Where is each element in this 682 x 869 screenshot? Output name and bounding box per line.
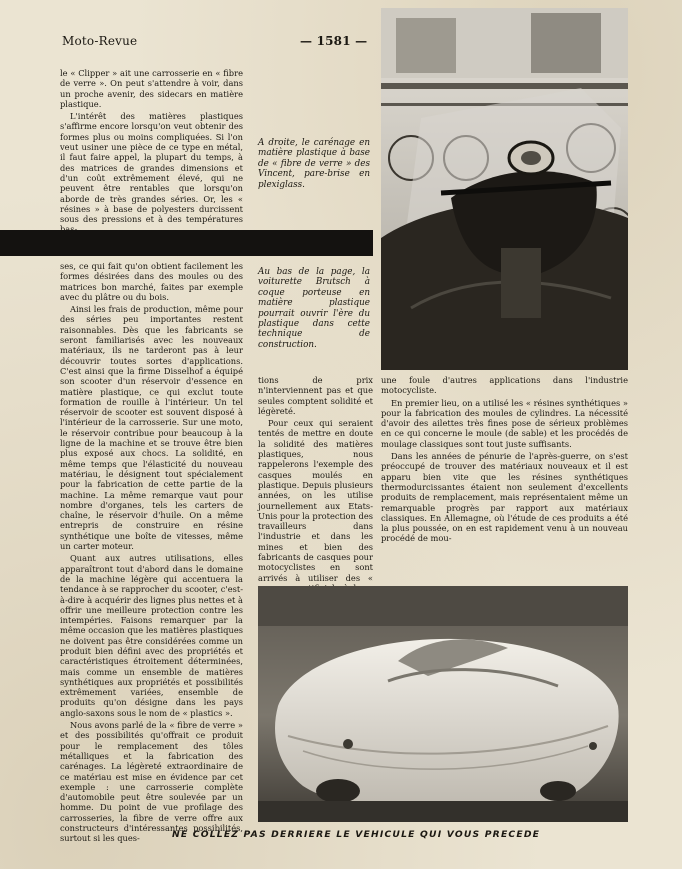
caption-bottom: Au bas de la page, la voiturette Brutsch à coque porteuse en matière plastique pourrait ouvrir l'ère du plastique dans cette technique de construction. xyxy=(258,267,370,350)
paragraph: Dans les années de pénurie de l'après-guerre, on s'est préoccupé de trouver des matériaux nouveaux et il est apparu bien vite que les résines synthétiques thermodurcissantes étaient non seulement d'excellents produits de remplacement, mais représentaient même un remarquable progrès par rapport aux matériaux classiques. En Allemagne, où l'étude de ces produits a été la plus poussée, on en est rapidement venu à un nouveau procédé de mou- xyxy=(381,451,628,544)
paragraph: le « Clipper » ait une carrosserie en « fibre de verre ». On peut s'attendre à voir, dans un proche avenir, des sidecars en matière plastique. xyxy=(60,68,243,109)
motorcycle-fairing-photo xyxy=(381,8,628,370)
paragraph: Quant aux autres utilisations, elles apparaîtront tout d'abord dans le domaine de la machine légère qui accentuera la tendance à se rapprocher du scooter, c'est-à-dire à acquérir des lignes plus nettes et à offrir une meilleure protection contre les intempéries. Faisons remarquer par la même occasion que les matières plastiques ne doivent pas être considérées comme un produit bien défini avec des propriétés et caractéristiques étroitement déterminées, mais comme un ensemble de matières synthétiques aux propriétés et possibilités extrêmement variées, ensemble de produits qu'on désigne dans les pays anglo-saxons sous le nom de « plastics ». xyxy=(60,553,243,718)
paragraph: tions de prix n'interviennent pas et que seules comptent solidité et légèreté. xyxy=(258,375,373,416)
paragraph: Ainsi les frais de production, même pour des séries peu importantes restent raisonnables. Dès que les fabricants se seront familiarisés avec les nouveaux matériaux, ils ne tarderont pas à leur découvrir toutes sortes d'applications. C'est ainsi que la firme Disselhof a équipé son scooter d'un réservoir d'essence en matière plastique, ce qui exclut toute formation de rouille à l'intérieur. Un tel réservoir de scooter est souvent disposé à l'intérieur de la carrosserie. Sur une moto, le réservoir contribue pour beaucoup à la ligne de la machine et se trouve être bien plus exposé aux chocs. La solidité, en même temps que l'élasticité du nouveau matériau, le désignent tout spécialement pour la fabrication de cette partie de la machine. La même remarque vaut pour nombre d'organes, tels les carters de chaîne, le réservoir d'huile. On a même entrepris de construire en résine synthétique une boîte de vitesses, même un carter moteur. xyxy=(60,304,243,552)
article-column-left xyxy=(60,261,243,846)
article-column-top xyxy=(60,68,243,237)
paragraph: une foule d'autres applications dans l'industrie motocycliste. xyxy=(381,375,628,396)
paragraph: ses, ce qui fait qu'on obtient facilement les formes désirées dans des moules ou des matrices bon marché, faites par exemple avec du plâtre ou du bois. xyxy=(60,261,243,302)
paragraph: L'intérêt des matières plastiques s'affirme encore lorsqu'on veut obtenir des formes plus ou moins compliquées. Si l'on veut usiner une pièce de ce type en métal, il faut faire appel, la plupart du temps, à des matrices de grandes dimensions et d'un coût extrêmement élevé, qui ne peuvent être rentables que lorsqu'on aborde de très grandes séries. Or, les « résines » à base de polyesters durcissent sous des pressions et à des températures xyxy=(60,111,243,225)
paragraph: Nous avons parlé de la « fibre de verre » et des possibilités qu'offrait ce produit pour le remplacement des tôles métalliques et la fabrication des carénages. La légèreté extraordinaire de ce matériau est mise en évidence par cet exemple : une carrosserie complète d'automobile peut être soulevée par un homme. Du point de vue profilage des carrosseries, la fibre de verre offre aux constructeurs d'intéressantes possibilités, surtout si les ques- xyxy=(60,720,243,844)
footer-slogan: NE COLLEZ PAS DERRIERE LE VEHICULE QUI VOUS PRECEDE xyxy=(172,829,541,840)
article-column-right xyxy=(381,375,628,546)
caption-top: A droite, le carénage en matière plastique à base de « fibre de verre » des Vincent, pare-brise en plexiglass. xyxy=(258,138,370,190)
paragraph: Pour ceux qui seraient tentés de mettre en doute la solidité des matières plastiques, nous rappelerons l'exemple des casques moulés en plastique. Depuis plusieurs années, on les utilise journellement aux Etats-Unis pour la protection des travailleurs dans l'industrie et dans les mines et bien des fabricants de casques pour motocyclistes en sont arrivés à utiliser des « xyxy=(258,418,373,583)
brutsch-microcar-photo xyxy=(258,586,628,822)
page-number: — 1581 — xyxy=(300,34,368,48)
magazine-name: Moto-Revue xyxy=(62,34,138,48)
black-divider-bar xyxy=(0,230,373,256)
paragraph: En premier lieu, on a utilisé les « résines synthétiques » pour la fabrication des moules de cylindres. La nécessité d'avoir des ailettes très fines pose de sérieux problèmes en ce qui concerne le moule (de sable) et les procédés de moulage classiques sont tout juste suffisants. xyxy=(381,397,628,449)
